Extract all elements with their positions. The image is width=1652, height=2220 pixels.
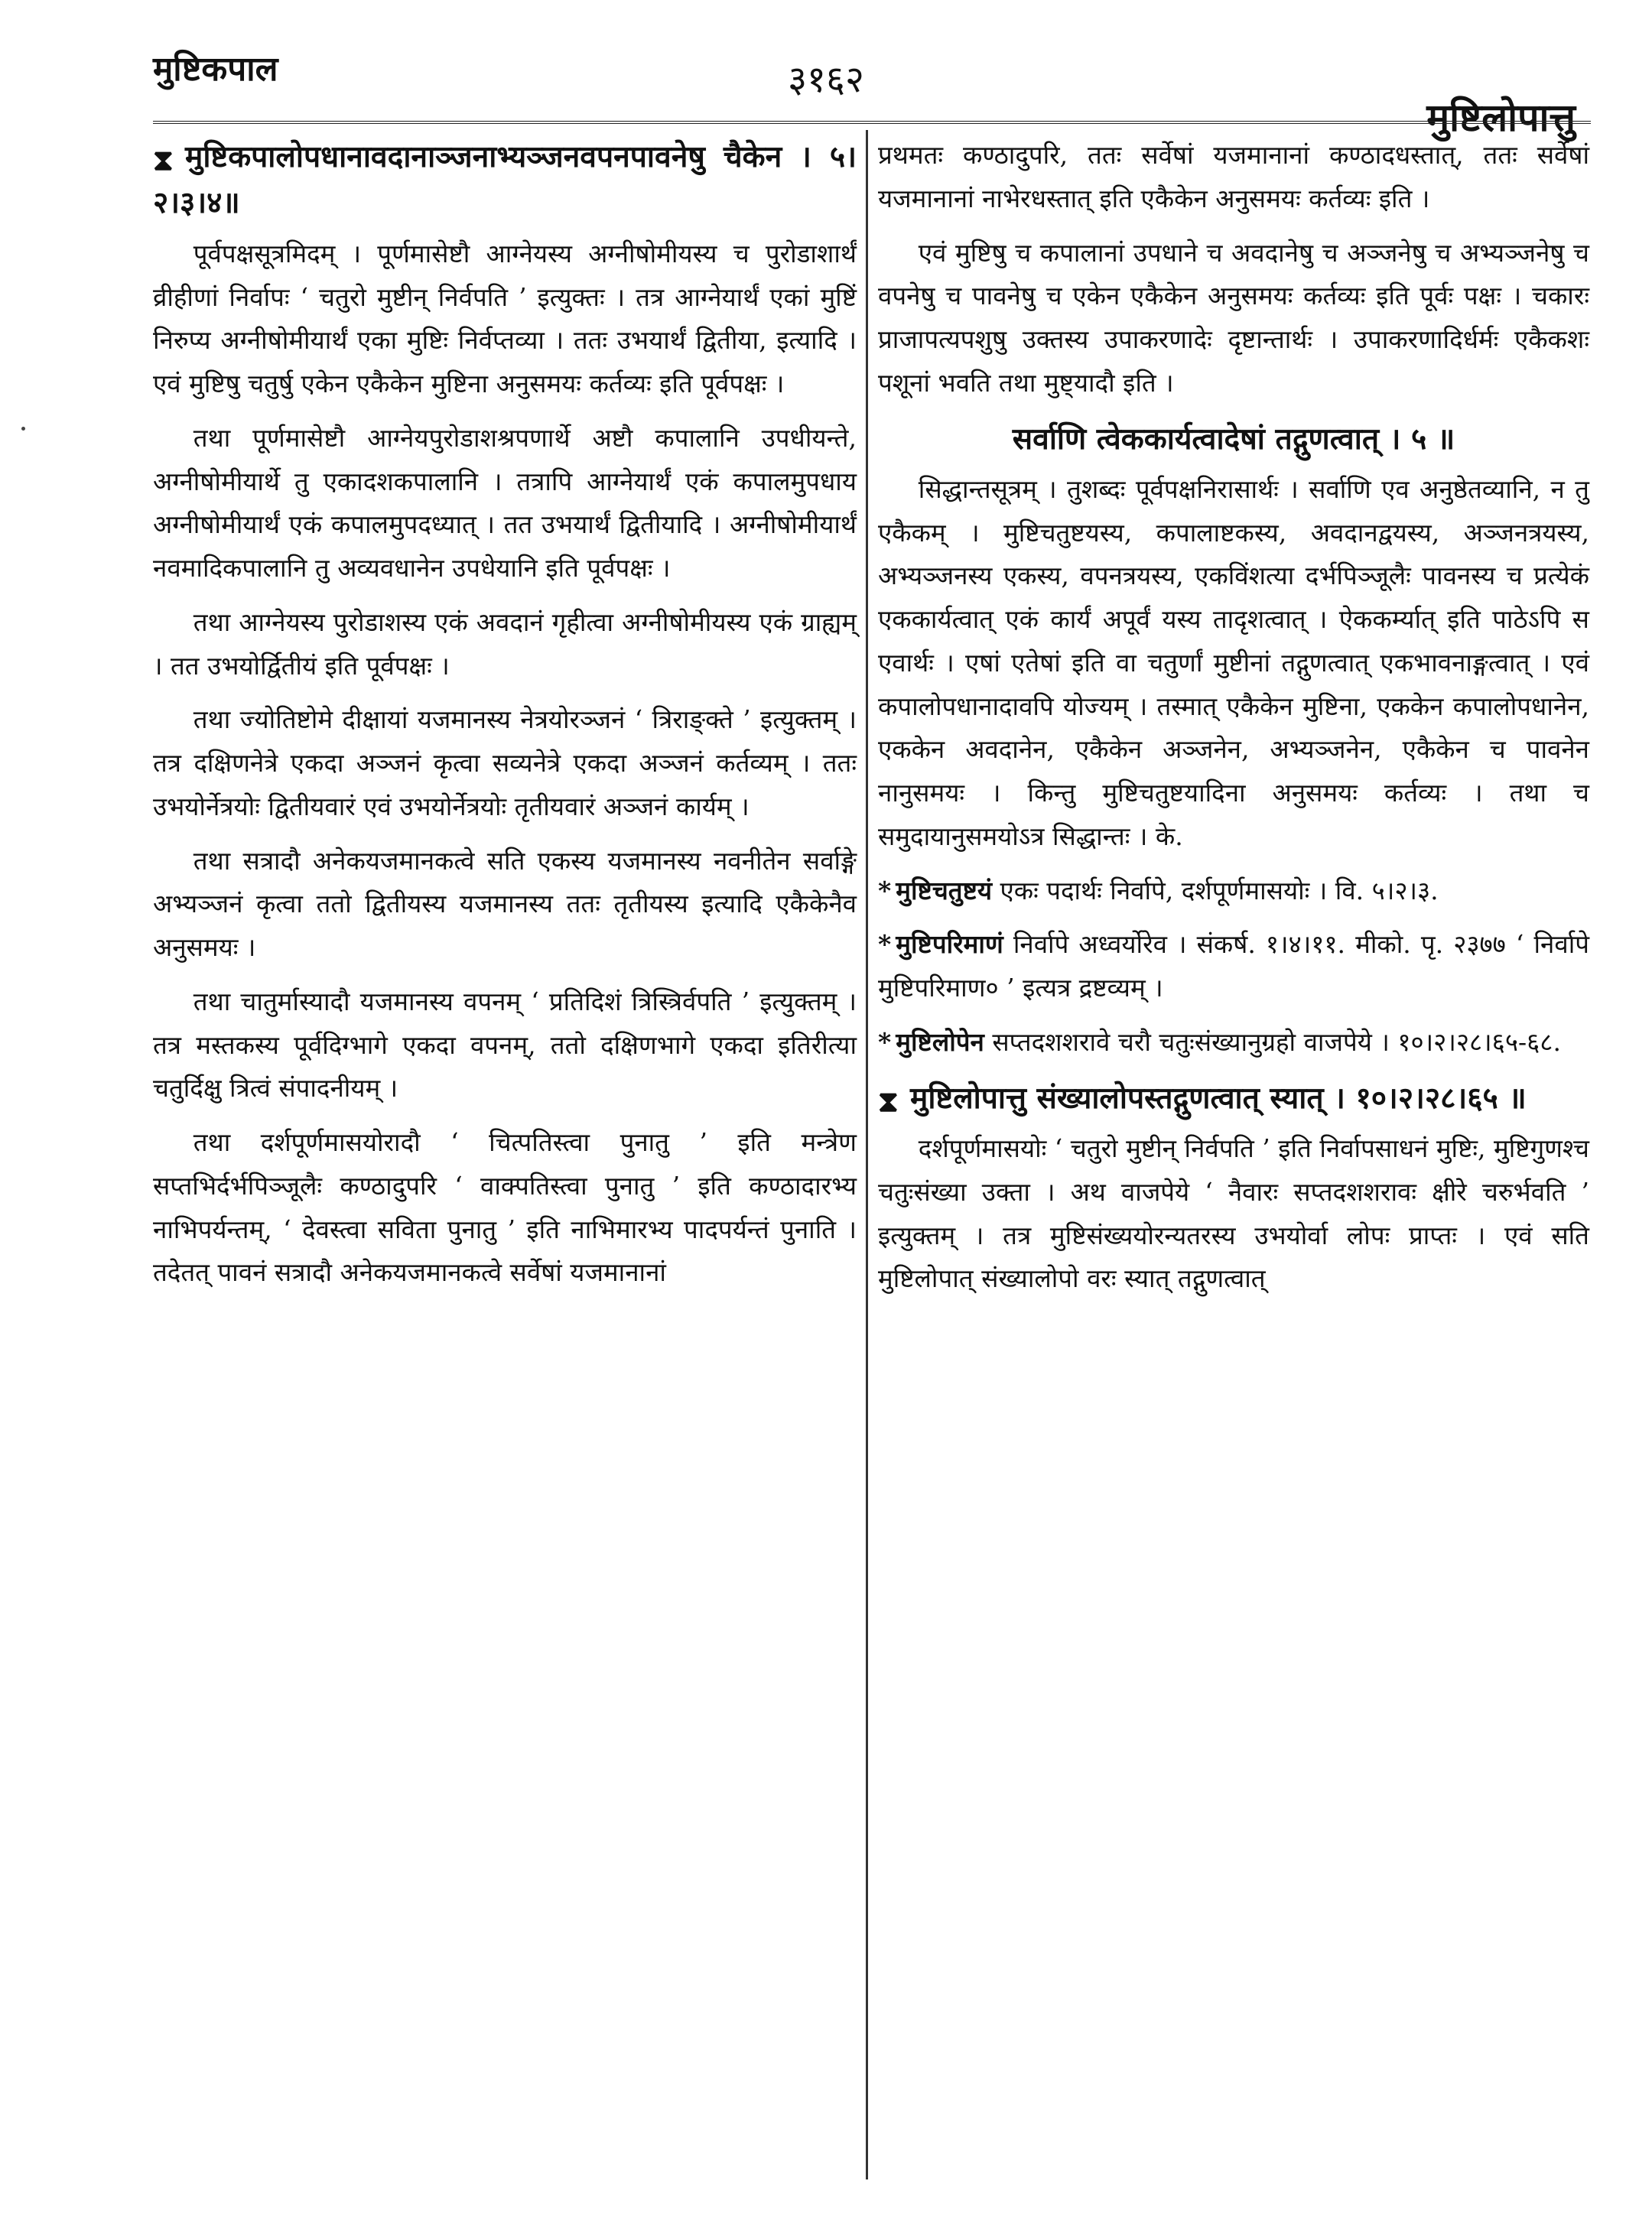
sutra-heading xyxy=(878,1075,1589,1121)
note-heading: मुष्टिचतुष्टयं xyxy=(896,875,992,905)
header-right-title: मुष्टिलोपात्तु xyxy=(1426,95,1576,140)
note-body: निर्वापे अध्वर्योरेव । संकर्ष. १।४।११. मीको. पृ. २३७७ ‘ निर्वापे मुष्टिपरिमाण० ’ इत्यत्र द्रष्टव्यम् । xyxy=(878,929,1589,1003)
page-number: ३१६२ xyxy=(788,58,864,101)
asterisk-icon: * xyxy=(878,929,892,960)
paragraph: तथा सत्रादौ अनेकयजमानकत्वे सति एकस्य यजमानस्य नवनीतेन सर्वाङ्गे अभ्यञ्जनं कृत्वा ततो द्वितीयस्य यजमानस्य ततः तृतीयस्य इत्यादि एकैकेनैव अनुसमयः । xyxy=(153,845,857,963)
left-column xyxy=(153,134,857,1305)
column-divider xyxy=(866,130,868,2179)
paragraph: तथा पूर्णमासेष्टौ आग्नेयपुरोडाशश्रपणार्थे अष्टौ कपालानि उपधीयन्ते, अग्नीषोमीयार्थे तु एकादशकपालानि । तत्रापि आग्नेयार्थं एकं कपालमुपधाय अग्नीषोमीयार्थं एकं कपालमुपदध्यात् । तत उभयार्थं द्वितीयादि । अग्नीषोमीयार्थं नवमादिकपालानि तु अव्यवधानेन उपधेयानि इति पूर्वपक्षः । xyxy=(153,422,857,583)
sutra-text: मुष्टिकपालोपधानावदानाञ्जनाभ्यञ्जनवपनपावनेषु चैकेन । ५।२।३।४॥ xyxy=(153,139,857,221)
paragraph: एवं मुष्टिषु च कपालानां उपधाने च अवदानेषु च अञ्जनेषु च अभ्यञ्जनेषु च वपनेषु च पावनेषु च एकेन एकैकेन अनुसमयः कर्तव्यः इति पूर्वः पक्षः । चकारः प्राजापत्यपशुषु उक्तस्य उपाकरणादेः दृष्टान्तार्थः । उपाकरणादिर्धर्मः एकैकशः पशूनां भवति तथा मुष्ट्यादौ इति । xyxy=(878,237,1589,398)
right-column xyxy=(878,134,1589,1312)
note-heading: मुष्टिपरिमाणं xyxy=(896,929,1003,960)
sutra-text: मुष्टिलोपात्तु संख्यालोपस्तद्गुणत्वात् स्यात् । १०।२।२८।६५ ॥ xyxy=(910,1080,1527,1116)
page-header xyxy=(0,37,1652,140)
header-rule xyxy=(153,121,1591,124)
paragraph: पूर्वपक्षसूत्रमिदम् । पूर्णमासेष्टौ आग्नेयस्य अग्नीषोमीयस्य च पुरोडाशार्थं व्रीहीणां निर्वापः ‘ चतुरो मुष्टीन् निर्वपति ’ इत्युक्तः । तत्र आग्नेयार्थं एकां मुष्टिं निरुप्य अग्नीषोमीयार्थं एका मुष्टिः निर्वप्तव्या । ततः उभयार्थं द्वितीया, इत्यादि । एवं मुष्टिषु चतुर्षु एकेन एकैकेन मुष्टिना अनुसमयः कर्तव्यः इति पूर्वपक्षः । xyxy=(153,238,857,399)
asterisk-icon: * xyxy=(878,875,892,905)
cross-reference-note xyxy=(878,869,1589,913)
cross-reference-note xyxy=(878,923,1589,1010)
paragraph: तथा दर्शपूर्णमासयोरादौ ‘ चित्पतिस्त्वा पुनातु ’ इति मन्त्रेण सप्तभिर्दर्भपिञ्जूलैः कण्ठादुपरि ‘ वाक्पतिस्त्वा पुनातु ’ इति कण्ठादारभ्य नाभिपर्यन्तम्, ‘ देवस्त्वा सविता पुनातु ’ इति नाभिमारभ्य पादपर्यन्तं पुनाति । तदेतत् पावनं सत्रादौ अनेकयजमानकत्वे सर्वेषां यजमानानां xyxy=(153,1127,857,1288)
asterisk-icon: * xyxy=(878,1026,892,1057)
header-left-title: मुष्टिकपाल xyxy=(153,50,278,89)
sutra-heading xyxy=(153,134,857,226)
note-body: सप्तदशशरावे चरौ चतुःसंख्यानुग्रहो वाजपेये । १०।२।२८।६५-६८. xyxy=(992,1026,1561,1057)
sutra-mark-icon: ⧗ xyxy=(878,1083,899,1118)
paragraph: तथा चातुर्मास्यादौ यजमानस्य वपनम् ‘ प्रतिदिशं त्रिस्त्रिर्वपति ’ इत्युक्तम् । तत्र मस्तकस्य पूर्वदिग्भागे एकदा वपनम्, ततो दक्षिणभागे एकदा इतिरीत्या चतुर्दिक्षु त्रित्वं संपादनीयम् । xyxy=(153,986,857,1103)
paragraph: दर्शपूर्णमासयोः ‘ चतुरो मुष्टीन् निर्वपति ’ इति निर्वापसाधनं मुष्टिः, मुष्टिगुणश्च चतुःसंख्या उक्ता । अथ वाजपेये ‘ नैवारः सप्तदशशरावः क्षीरे चरुर्भवति ’ इत्युक्तम् । तत्र मुष्टिसंख्ययोरन्यतरस्य उभयोर्वा लोपः प्राप्तः । एवं सति मुष्टिलोपात् संख्यालोपो वरः स्यात् तद्गुणत्वात् xyxy=(878,1133,1589,1294)
sutra-mark-icon: ⧗ xyxy=(153,142,174,177)
note-heading: मुष्टिलोपेन xyxy=(896,1026,984,1057)
scan-speck xyxy=(21,427,25,431)
paragraph: तथा ज्योतिष्टोमे दीक्षायां यजमानस्य नेत्रयोरञ्जनं ‘ त्रिराङ्क्ते ’ इत्युक्तम् । तत्र दक्षिणनेत्रे एकदा अञ्जनं कृत्वा सव्यनेत्रे एकदा अञ्जनं कर्तव्यम् । ततः उभयोर्नेत्रयोः द्वितीयवारं एवं उभयोर्नेत्रयोः तृतीयवारं अञ्जनं कार्यम् । xyxy=(153,704,857,821)
sutra-heading: सर्वाणि त्वेककार्यत्वादेषां तद्गुणत्वात् । ५ ॥ xyxy=(1012,421,1455,457)
paragraph: प्रथमतः कण्ठादुपरि, ततः सर्वेषां यजमानानां कण्ठादधस्तात्, ततः सर्वेषां यजमानानां नाभेरधस्तात् इति एकैकेन अनुसमयः कर्तव्यः इति । xyxy=(878,140,1589,213)
cross-reference-note xyxy=(878,1021,1589,1064)
paragraph: सिद्धान्तसूत्रम् । तुशब्दः पूर्वपक्षनिरासार्थः । सर्वाणि एव अनुष्ठेतव्यानि, न तु एकैकम् । मुष्टिचतुष्टयस्य, कपालाष्टकस्य, अवदानद्वयस्य, अञ्जनत्रयस्य, अभ्यञ्जनस्य एकस्य, वपनत्रयस्य, एकविंशत्या दर्भपिञ्जूलैः पावनस्य च प्रत्येकं एककार्यत्वात् एकं कार्यं अपूर्वं यस्य तादृशत्वात् । ऐककर्म्यात् इति पाठेऽपि स एवार्थः । एषां एतेषां इति वा चतुर्णां मुष्टीनां तद्गुणत्वात् एकभावनाङ्गत्वात् । एवं कपालोपधानादावपि योज्यम् । तस्मात् एकैकेन मुष्टिना, एककेन कपालोपधानेन, एककेन अवदानेन, एकैकेन अञ्जनेन, अभ्यञ्जनेन, एकैकेन च पावनेन नानुसमयः । किन्तु मुष्टिचतुष्टयादिना अनुसमयः कर्तव्यः । तथा च समुदायानुसमयोऽत्र सिद्धान्तः । के. xyxy=(878,473,1589,851)
note-body: एकः पदार्थः निर्वापे, दर्शपूर्णमासयोः । वि. ५।२।३. xyxy=(1000,875,1439,905)
paragraph: तथा आग्नेयस्य पुरोडाशस्य एकं अवदानं गृहीत्वा अग्नीषोमीयस्य एकं ग्राह्यम् । तत उभयोर्द्वितीयं इति पूर्वपक्षः । xyxy=(153,606,857,681)
